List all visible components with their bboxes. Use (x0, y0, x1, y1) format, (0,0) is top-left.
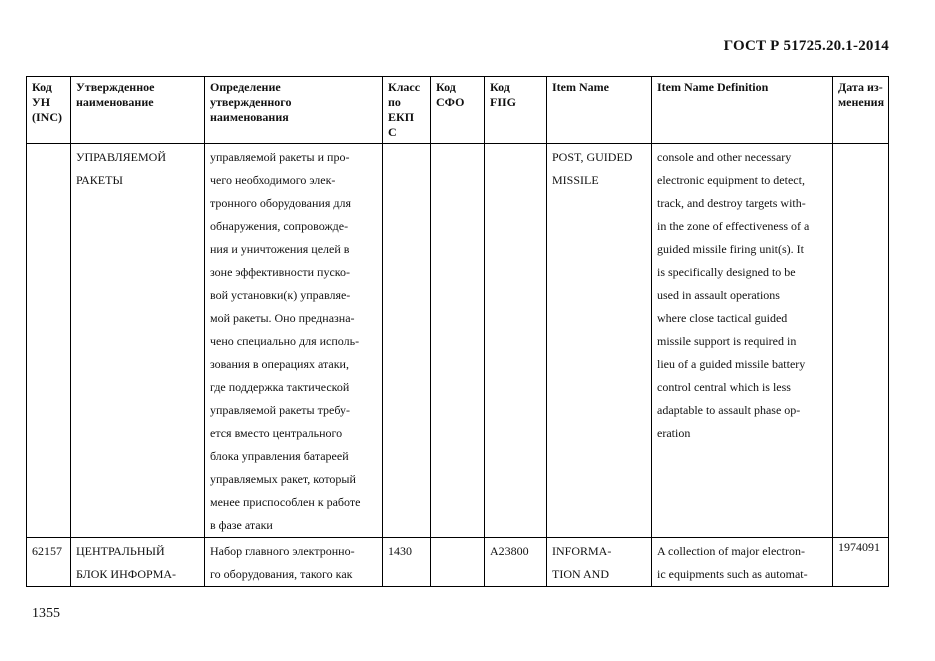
header-code-sfo: Код СФО (431, 77, 485, 144)
cell-definition: управляемой ракеты и про- чего необходимого элек- тронного оборудования для обнаружения, сопровожде- ния и уничтожения целей в зоне эффективности пуско- вой установки(к) управляе- мой ракеты. Оно предназна- чено специально для исполь- зования в операциях атаки, где поддержка тактической управляемой ракеты требу- ется вместо центрального блока управления батареей управляемых ракет, который менее приспособлен к работе в фазе атаки (205, 144, 383, 538)
cell-item-name-definition: console and other necessary electronic equipment to detect, track, and destroy targets with- in the zone of effectiveness of a guided missile firing unit(s). It is specifically designed to be used in assault operations where close tactical guided missile support is required in lieu of a guided missile battery control central which is less adaptable to assault phase op- eration (652, 144, 833, 538)
header-item-name: Item Name (547, 77, 652, 144)
header-code-fiig: Код FIIG (485, 77, 547, 144)
cell-code-fiig: A23800 (485, 538, 547, 587)
cell-item-name-definition: A collection of major electron- ic equipments such as automat- (652, 538, 833, 587)
header-class-ekps: Класс по ЕКП С (383, 77, 431, 144)
header-change-date: Дата из- менения (833, 77, 889, 144)
cell-change-date: 1974091 (833, 538, 889, 587)
cell-code-sfo (431, 144, 485, 538)
table-row (27, 144, 889, 538)
header-item-name-definition: Item Name Definition (652, 77, 833, 144)
cell-code-un (27, 144, 71, 538)
cell-item-name: INFORMA- TION AND (547, 538, 652, 587)
cell-code-sfo (431, 538, 485, 587)
table-row (27, 538, 889, 587)
header-definition: Определение утвержденного наименования (205, 77, 383, 144)
document-standard-header: ГОСТ Р 51725.20.1-2014 (723, 38, 889, 54)
cell-definition: Набор главного электронно- го оборудования, такого как (205, 538, 383, 587)
cell-approved-name: УПРАВЛЯЕМОЙ РАКЕТЫ (71, 144, 205, 538)
nomenclature-table (26, 76, 889, 587)
cell-code-fiig (485, 144, 547, 538)
cell-approved-name: ЦЕНТРАЛЬНЫЙ БЛОК ИНФОРМА- (71, 538, 205, 587)
cell-code-un: 62157 (27, 538, 71, 587)
cell-change-date (833, 144, 889, 538)
cell-class-ekps (383, 144, 431, 538)
page-number: 1355 (32, 606, 60, 621)
header-approved-name: Утвержденное наименование (71, 77, 205, 144)
table-header-row (27, 77, 889, 144)
header-code-un: Код УН (INC) (27, 77, 71, 144)
cell-class-ekps: 1430 (383, 538, 431, 587)
cell-item-name: POST, GUIDED MISSILE (547, 144, 652, 538)
